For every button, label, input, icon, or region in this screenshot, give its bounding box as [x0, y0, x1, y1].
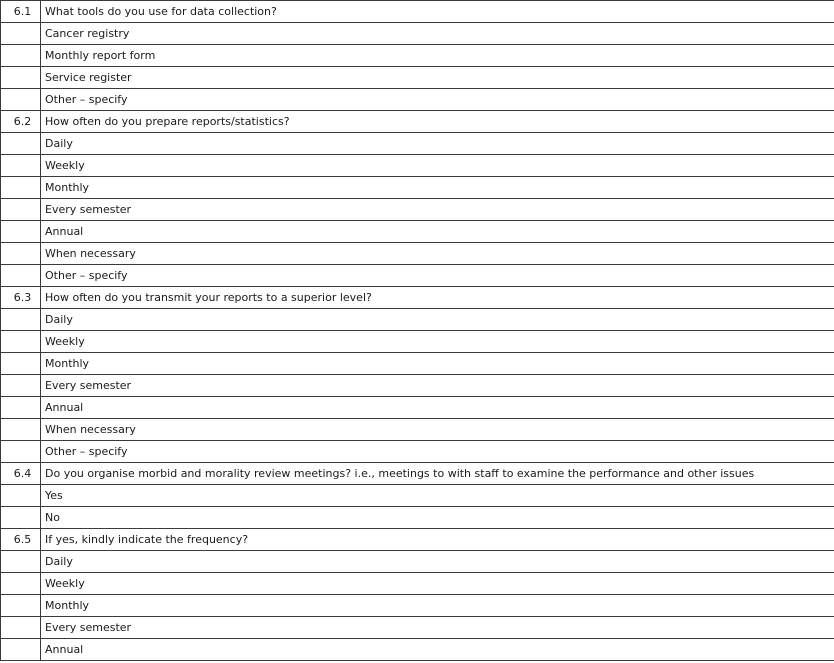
option-label: Daily — [41, 133, 834, 155]
answer-cell — [1, 243, 41, 265]
answer-cell — [1, 375, 41, 397]
option-label: Other – specify — [41, 441, 834, 463]
answer-cell — [1, 331, 41, 353]
question-text: How often do you transmit your reports to a superior level? — [41, 287, 834, 309]
answer-cell — [1, 155, 41, 177]
option-row — [1, 45, 834, 67]
option-label: Weekly — [41, 573, 834, 595]
answer-cell — [1, 639, 41, 661]
answer-cell — [1, 23, 41, 45]
answer-cell — [1, 89, 41, 111]
answer-cell — [1, 177, 41, 199]
option-row — [1, 639, 834, 661]
answer-cell — [1, 199, 41, 221]
option-row — [1, 397, 834, 419]
question-row — [1, 111, 834, 133]
option-row — [1, 67, 834, 89]
option-row — [1, 221, 834, 243]
option-label: Cancer registry — [41, 23, 834, 45]
option-label: Monthly report form — [41, 45, 834, 67]
answer-cell — [1, 573, 41, 595]
option-label: When necessary — [41, 243, 834, 265]
option-row — [1, 155, 834, 177]
option-label: Daily — [41, 551, 834, 573]
answer-cell — [1, 265, 41, 287]
option-row — [1, 199, 834, 221]
option-row — [1, 133, 834, 155]
answer-cell — [1, 397, 41, 419]
option-label: Annual — [41, 221, 834, 243]
option-row — [1, 485, 834, 507]
option-label: Weekly — [41, 155, 834, 177]
option-row — [1, 419, 834, 441]
question-number: 6.3 — [1, 287, 41, 309]
option-row — [1, 265, 834, 287]
question-number: 6.2 — [1, 111, 41, 133]
answer-cell — [1, 133, 41, 155]
option-label: No — [41, 507, 834, 529]
option-label: Service register — [41, 67, 834, 89]
answer-cell — [1, 419, 41, 441]
answer-cell — [1, 507, 41, 529]
answer-cell — [1, 551, 41, 573]
option-label: Daily — [41, 309, 834, 331]
option-row — [1, 331, 834, 353]
answer-cell — [1, 309, 41, 331]
option-row — [1, 23, 834, 45]
option-label: When necessary — [41, 419, 834, 441]
question-number: 6.5 — [1, 529, 41, 551]
option-label: Every semester — [41, 617, 834, 639]
question-row — [1, 1, 834, 23]
answer-cell — [1, 485, 41, 507]
option-row — [1, 573, 834, 595]
option-label: Monthly — [41, 353, 834, 375]
option-label: Monthly — [41, 595, 834, 617]
option-label: Every semester — [41, 199, 834, 221]
answer-cell — [1, 45, 41, 67]
option-label: Annual — [41, 397, 834, 419]
option-row — [1, 353, 834, 375]
question-number: 6.1 — [1, 1, 41, 23]
option-row — [1, 375, 834, 397]
option-label: Monthly — [41, 177, 834, 199]
option-row — [1, 177, 834, 199]
question-text: If yes, kindly indicate the frequency? — [41, 529, 834, 551]
option-row — [1, 595, 834, 617]
option-row — [1, 617, 834, 639]
question-number: 6.4 — [1, 463, 41, 485]
option-row — [1, 89, 834, 111]
question-text: What tools do you use for data collection? — [41, 1, 834, 23]
answer-cell — [1, 617, 41, 639]
question-row — [1, 463, 834, 485]
option-label: Weekly — [41, 331, 834, 353]
option-row — [1, 309, 834, 331]
option-row — [1, 441, 834, 463]
option-label: Every semester — [41, 375, 834, 397]
answer-cell — [1, 595, 41, 617]
option-label: Other – specify — [41, 265, 834, 287]
option-row — [1, 507, 834, 529]
option-label: Yes — [41, 485, 834, 507]
answer-cell — [1, 221, 41, 243]
question-text: Do you organise morbid and morality review meetings? i.e., meetings to with staff to examine the performance and other issues — [41, 463, 834, 485]
option-label: Annual — [41, 639, 834, 661]
answer-cell — [1, 441, 41, 463]
question-row — [1, 529, 834, 551]
question-text: How often do you prepare reports/statistics? — [41, 111, 834, 133]
question-row — [1, 287, 834, 309]
answer-cell — [1, 67, 41, 89]
option-row — [1, 551, 834, 573]
answer-cell — [1, 353, 41, 375]
option-label: Other – specify — [41, 89, 834, 111]
option-row — [1, 243, 834, 265]
